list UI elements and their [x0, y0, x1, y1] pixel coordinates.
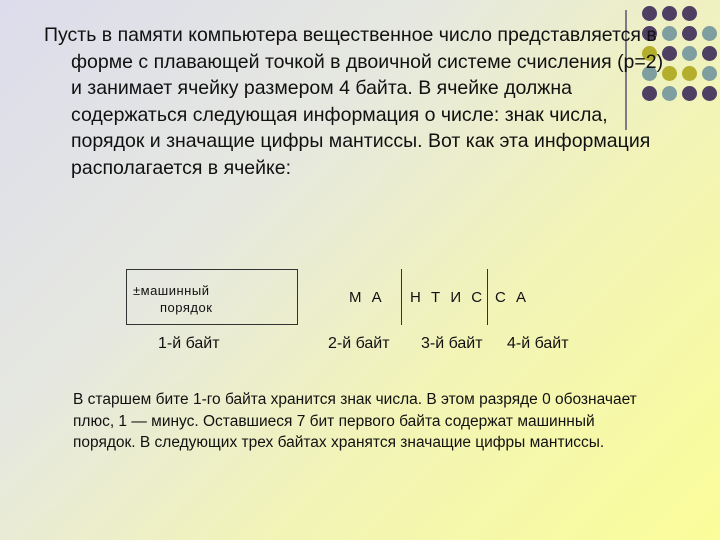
decor-dot	[682, 66, 697, 81]
explanation-paragraph: В старшем бите 1-го байта хранится знак числа. В этом разряде 0 обозначает плюс, 1 — минус. Оставшиеся 7 бит первого байта содержат машинный порядок. В следующих трех байтах хранятся значащие цифры мантиссы.	[73, 391, 637, 451]
byte1-label: 1-й байт	[158, 335, 220, 352]
byte2-label: 2-й байт	[328, 335, 390, 352]
byte3-content: Н Т И С	[410, 289, 486, 306]
decor-dot	[682, 6, 697, 21]
cell-divider	[487, 269, 488, 325]
byte4-label: 4-й байт	[507, 335, 569, 352]
decor-dot	[682, 46, 697, 61]
decor-dot	[702, 66, 717, 81]
byte1-content-order: порядок	[160, 300, 213, 315]
decor-dot	[682, 26, 697, 41]
cell-divider	[401, 269, 402, 325]
byte4-content: С А	[495, 289, 530, 306]
decor-dot	[682, 86, 697, 101]
decor-dot	[642, 6, 657, 21]
byte2-content: М А	[349, 289, 385, 306]
decor-dot	[702, 86, 717, 101]
byte3-label: 3-й байт	[421, 335, 483, 352]
decor-dot	[662, 6, 677, 21]
main-paragraph: Пусть в памяти компьютера вещественное число представляется в форме с плавающей точкой в двоичной системе счисления (p=2) и занимает ячейку размером 4 байта. В ячейке должна содержаться следующая информация о числе: знак числа, порядок и значащие цифры мантиссы. Вот как эта информация располагается в ячейке:	[44, 24, 664, 179]
decor-dot	[702, 46, 717, 61]
decor-dot	[702, 26, 717, 41]
byte1-content-sign-order: ±машинный	[133, 283, 210, 298]
